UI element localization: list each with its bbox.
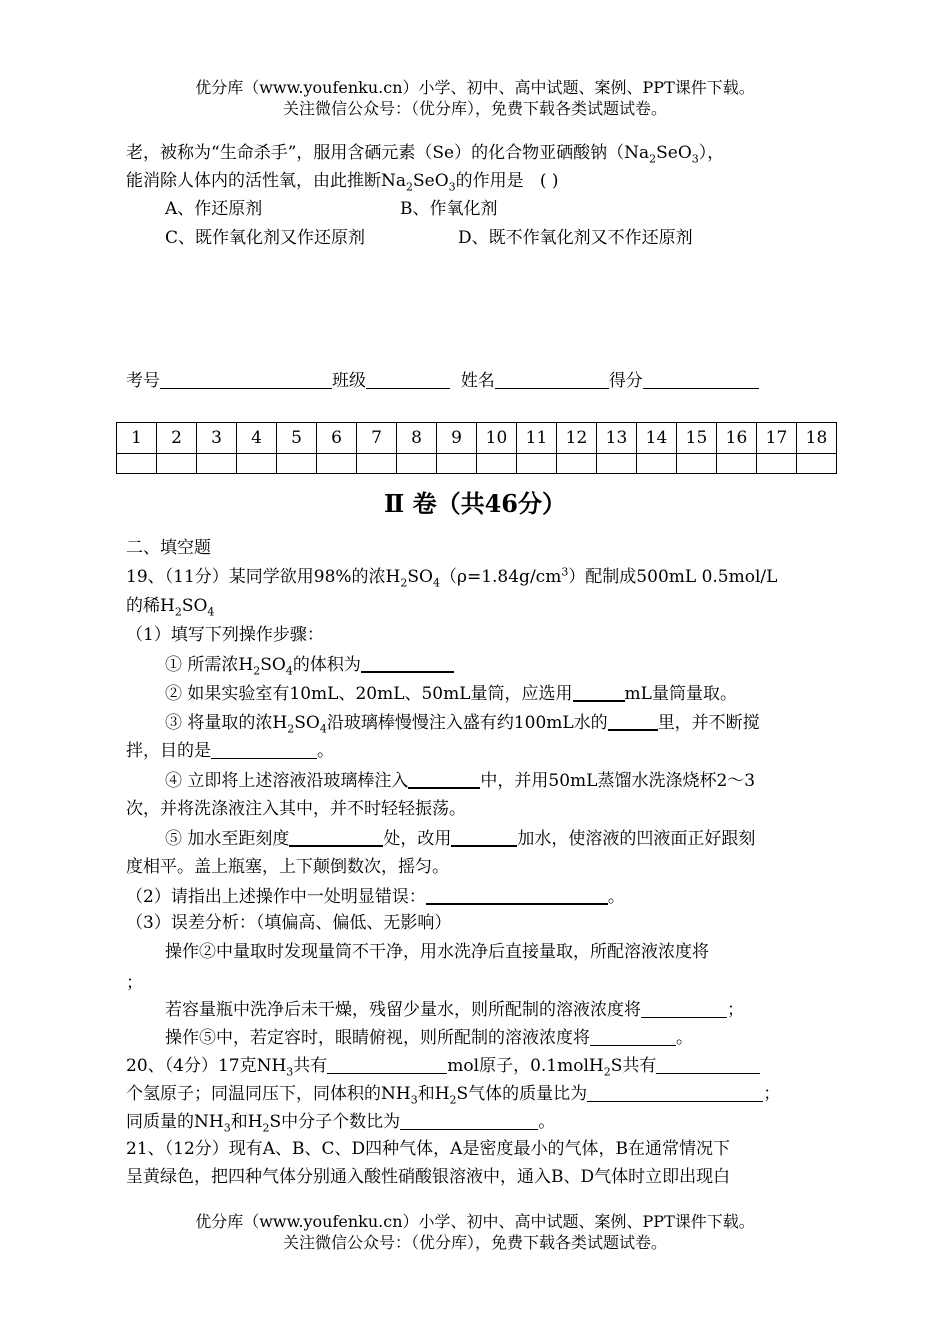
score-blank[interactable] [643,371,759,389]
mass-ratio-blank[interactable] [587,1084,763,1102]
answer-number: 7 [357,423,397,454]
q18-option-c: C、既作氧化剂又作还原剂 [165,228,366,248]
answer-cell[interactable] [237,454,277,474]
answer-cell[interactable] [317,454,357,474]
q20-line-1: 20、（4分）17克$NH_3$共有 mol原子，0.1molH$_2$S共有 [126,1056,760,1076]
answer-cell[interactable] [797,454,837,474]
score-label: 得分 [608,371,643,391]
answer-cell[interactable] [637,454,677,474]
q19-step-1: ① 所需浓$H_2SO_4$的体积为 [165,654,454,675]
cylinder-blank[interactable] [573,683,625,702]
section-2-heading: 二、填空题 [126,538,211,558]
h-atoms-blank[interactable] [656,1056,760,1074]
answer-table-numbers [117,423,837,454]
q18-line-1: 老，被称为“生命杀手”，服用含硒元素（Se）的化合物亚硒酸钠$(Na_2SeO_3)$， [126,143,725,166]
q19-step-3: ③ 将量取的浓$H_2SO_4$沿玻璃棒慢慢注入盛有约100mL水的 里，并不断搅 [165,713,760,736]
answer-number: 5 [277,423,317,454]
error-2-blank[interactable] [641,1000,727,1018]
answer-number: 8 [397,423,437,454]
q19-step-5: ⑤ 加水至距刻度 处，改用 加水，使溶液的凹液面正好跟刻 [165,829,756,849]
answer-number: 4 [237,423,277,454]
q18-option-b: B、作氧化剂 [400,199,498,219]
answer-number: 3 [197,423,237,454]
answer-cell[interactable] [597,454,637,474]
q19-part-2: （2）请指出上述操作中一处明显错误： 。 [126,887,625,907]
molecule-ratio-blank[interactable] [400,1112,538,1130]
q19-part-3: （3）误差分析：（填偏高、偏低、无影响） [126,913,452,933]
answer-cell[interactable] [557,454,597,474]
exam-number-blank[interactable] [160,371,332,389]
answer-number: 11 [517,423,557,454]
q18-option-a: A、作还原剂 [165,199,263,219]
mol-atoms-blank[interactable] [327,1056,447,1074]
header-line-1: 优分库（www.youfenku.cn）小学、初中、高中试题、案例、PPT课件下载。 [195,78,755,97]
purpose-blank[interactable] [211,741,317,759]
q19-part-1: （1）填写下列操作步骤： [126,625,324,645]
answer-cell[interactable] [197,454,237,474]
error-blank[interactable] [426,886,608,905]
footer-line-1: 优分库（www.youfenku.cn）小学、初中、高中试题、案例、PPT课件下载。 [195,1212,755,1231]
answer-number: 2 [157,423,197,454]
q19-error-1: 操作②中量取时发现量筒不干净，用水洗净后直接量取，所配溶液浓度将 [165,942,709,962]
q19-error-3: 操作⑤中，若定容时，眼睛俯视，则所配制的溶液浓度将 。 [165,1028,693,1048]
answer-cell[interactable] [357,454,397,474]
answer-number: 6 [317,423,357,454]
q19-step-4: ④ 立即将上述溶液沿玻璃棒注入 中，并用50mL蒸馏水洗涤烧杯2～3 [165,771,756,791]
answer-number: 14 [637,423,677,454]
q20-line-3: 同质量的$NH_3$和$H_2S$中分子个数比为 。 [126,1112,556,1135]
q19-error-1-end: ； [126,973,143,993]
answer-table [116,422,837,474]
answer-cell[interactable] [757,454,797,474]
volume-blank[interactable] [361,654,454,673]
flask-blank[interactable] [408,770,480,789]
tool-blank[interactable] [451,828,517,847]
q19-step-3-cont: 拌，目的是 。 [126,741,334,761]
class-label: 班级 [332,371,366,391]
q19-intro-line-2: 的稀$H_2SO_4$ [126,596,215,619]
q18-line-2: 能消除人体内的活性氧，由此推断$Na_2SeO_3$的作用是 ( ) [126,171,559,194]
q19-intro-line-1: 19、（11分）某同学欲用98%的浓$H_2SO_4(\rho=1.84g/cm^3)$配制成500mL 0.5mol/L [126,565,778,590]
answer-cell[interactable] [117,454,157,474]
answer-number: 16 [717,423,757,454]
q18-option-d: D、既不作氧化剂又不作还原剂 [458,228,693,248]
exam-number-label: 考号 [126,371,160,391]
q19-step-2: ② 如果实验室有10mL、20mL、50mL量筒，应选用 mL量筒量取。 [165,684,737,704]
answer-number: 17 [757,423,797,454]
name-blank[interactable] [495,371,609,389]
answer-cell[interactable] [277,454,317,474]
answer-cell[interactable] [397,454,437,474]
error-3-blank[interactable] [590,1028,676,1046]
answer-cell[interactable] [157,454,197,474]
section-2-title: Ⅱ 卷（共46分） [384,489,566,518]
name-label: 姓名 [460,371,495,391]
answer-number: 9 [437,423,477,454]
answer-number: 12 [557,423,597,454]
answer-cell[interactable] [677,454,717,474]
q19-step-5-cont: 度相平。盖上瓶塞，上下颠倒数次，摇匀。 [126,857,449,877]
distance-blank[interactable] [289,828,383,847]
answer-cell[interactable] [517,454,557,474]
answer-table-blanks [117,454,837,474]
answer-number: 15 [677,423,717,454]
q21-line-2: 呈黄绿色，把四种气体分别通入酸性硝酸银溶液中，通入B、D气体时立即出现白 [126,1167,731,1187]
q21-line-1: 21、（12分）现有A、B、C、D四种气体，A是密度最小的气体，B在通常情况下 [126,1139,730,1159]
answer-number: 10 [477,423,517,454]
q19-step-4-cont: 次，并将洗涤液注入其中，并不时轻轻振荡。 [126,799,466,819]
info-line [126,371,759,391]
answer-cell[interactable] [477,454,517,474]
answer-paren: ( ) [539,171,559,191]
answer-cell[interactable] [437,454,477,474]
answer-number: 18 [797,423,837,454]
q20-line-2: 个氢原子；同温同压下，同体积的$NH_3$和$H_2S$气体的质量比为 ； [126,1084,781,1107]
answer-number: 1 [117,423,157,454]
answer-number: 13 [597,423,637,454]
header-line-2: 关注微信公众号：（优分库），免费下载各类试题试卷。 [282,99,667,118]
container-blank[interactable] [608,712,658,731]
answer-cell[interactable] [717,454,757,474]
class-blank[interactable] [366,371,450,389]
q19-error-2: 若容量瓶中洗净后未干燥，残留少量水，则所配制的溶液浓度将 ； [165,1000,744,1020]
footer-line-2: 关注微信公众号：（优分库），免费下载各类试题试卷。 [282,1233,667,1252]
